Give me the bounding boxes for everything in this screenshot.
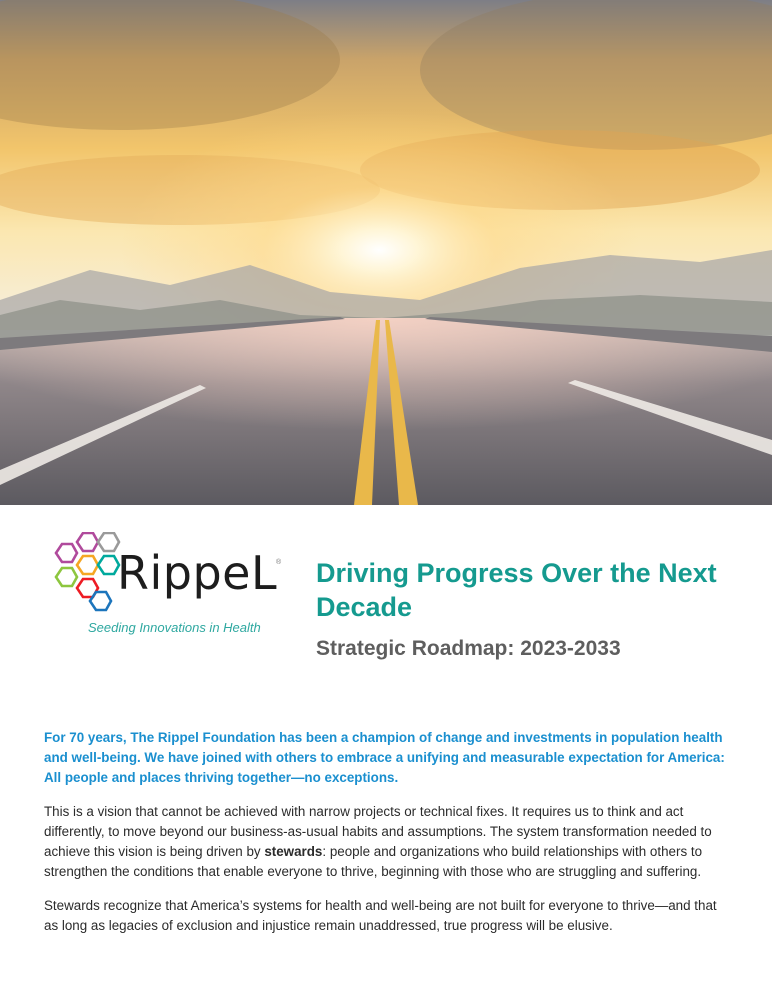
hex-blue	[90, 592, 111, 610]
registered-mark: ®	[276, 559, 282, 566]
hex-teal	[98, 556, 119, 574]
logo-tagline: Seeding Innovations in Health	[88, 620, 261, 635]
logo-wordmark: RippeL	[117, 546, 278, 600]
lead-paragraph: For 70 years, The Rippel Foundation has been a champion of change and investments in population health and well-being. We have joined with others to embrace a unifying and measurable expectation for America: All people and places thriving together—no exceptions.	[44, 730, 725, 785]
paragraph-1	[44, 802, 732, 882]
hex-purple-top	[77, 533, 98, 551]
hex-purple	[56, 544, 77, 562]
stewards-term: stewards	[264, 844, 323, 859]
hex-green	[56, 568, 77, 586]
hex-gray	[98, 533, 119, 551]
hex-orange	[77, 556, 98, 574]
body-text	[44, 728, 732, 950]
page-subtitle: Strategic Roadmap: 2023-2033	[316, 637, 621, 660]
paragraph-1-start: This is a vision that cannot be achieved with narrow projects or technical fixes. It requires us to think and act differently, to move beyond our business-as-usual habits and assumptions. The system transformation needed to achieve this vision is being driven by	[44, 804, 712, 859]
paragraph-1-end: : people and organizations who build relationships with others to strengthen the conditions that enable everyone to thrive, beginning with those who are struggling and suffering.	[44, 844, 703, 879]
paragraph-2: Stewards recognize that America’s systems for health and well-being are not built for everyone to thrive—and that as long as legacies of exclusion and injustice remain unaddressed, true progress will be elusive.	[44, 898, 717, 933]
page-title: Driving Progress Over the Next Decade	[316, 558, 717, 622]
